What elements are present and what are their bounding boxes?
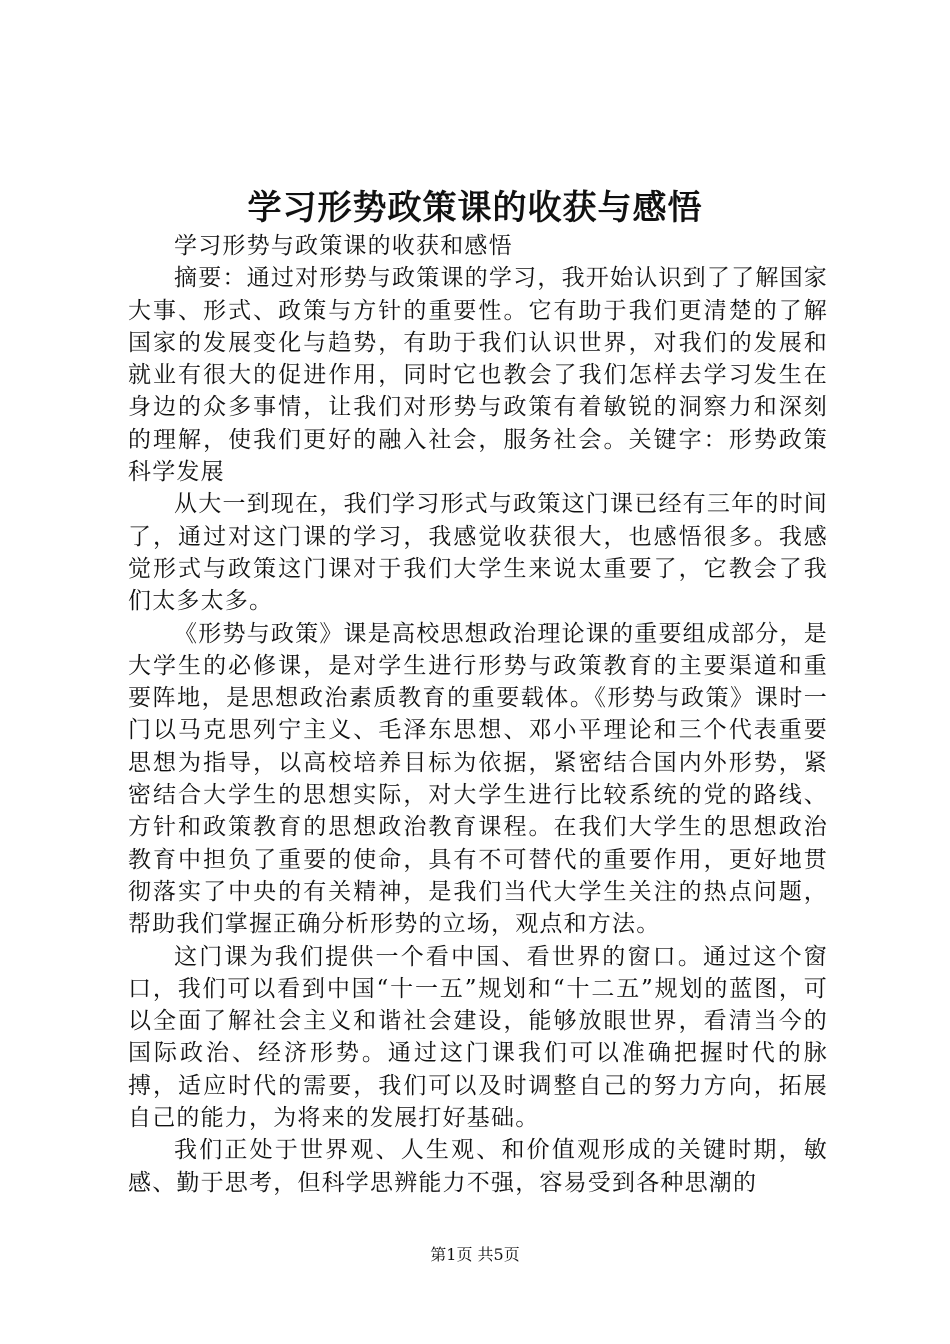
abstract-paragraph: 摘要：通过对形势与政策课的学习，我开始认识到了了解国家大事、形式、政策与方针的重要性。它有助于我们更清楚的了解国家的发展变化与趋势，有助于我们认识世界，对我们的发展和就业有很大的促进作用，同时它也教会了我们怎样去学习发生在身边的众多事情，让我们对形势与政策有着敏锐的洞察力和深刻的理解，使我们更好的融入社会，服务社会。关键字：形势政策科学发展 (128, 265, 828, 486)
document-body (128, 230, 828, 1199)
page-title: 学习形势政策课的收获与感悟 (247, 188, 703, 228)
page-number-footer: 第1页 共5页 (430, 1245, 520, 1264)
body-paragraph: 我们正处于世界观、人生观、和价值观形成的关键时期，敏感、勤于思考，但科学思辨能力不强，容易受到各种思潮的 (128, 1137, 828, 1196)
subtitle-paragraph: 学习形势与政策课的收获和感悟 (174, 233, 513, 259)
body-paragraph: 这门课为我们提供一个看中国、看世界的窗口。通过这个窗口，我们可以看到中国“十一五”规划和“十二五”规划的蓝图，可以全面了解社会主义和谐社会建设，能够放眼世界，看清当今的国际政治、经济形势。通过这门课我们可以准确把握时代的脉搏，适应时代的需要，我们可以及时调整自己的努力方向，拓展自己的能力，为将来的发展打好基础。 (128, 943, 828, 1132)
body-paragraph: 从大一到现在，我们学习形式与政策这门课已经有三年的时间了，通过对这门课的学习，我感觉收获很大，也感悟很多。我感觉形式与政策这门课对于我们大学生来说太重要了，它教会了我们太多太多。 (128, 491, 828, 615)
body-paragraph: 《形势与政策》课是高校思想政治理论课的重要组成部分，是大学生的必修课，是对学生进行形势与政策教育的主要渠道和重要阵地，是思想政治素质教育的重要载体。《形势与政策》课时一门以马克思列宁主义、毛泽东思想、邓小平理论和三个代表重要思想为指导，以高校培养目标为依据，紧密结合国内外形势，紧密结合大学生的思想实际，对大学生进行比较系统的党的路线、方针和政策教育的思想政治教育课程。在我们大学生的思想政治教育中担负了重要的使命，具有不可替代的重要作用，更好地贯彻落实了中央的有关精神，是我们当代大学生关注的热点问题，帮助我们掌握正确分析形势的立场，观点和方法。 (128, 620, 828, 938)
